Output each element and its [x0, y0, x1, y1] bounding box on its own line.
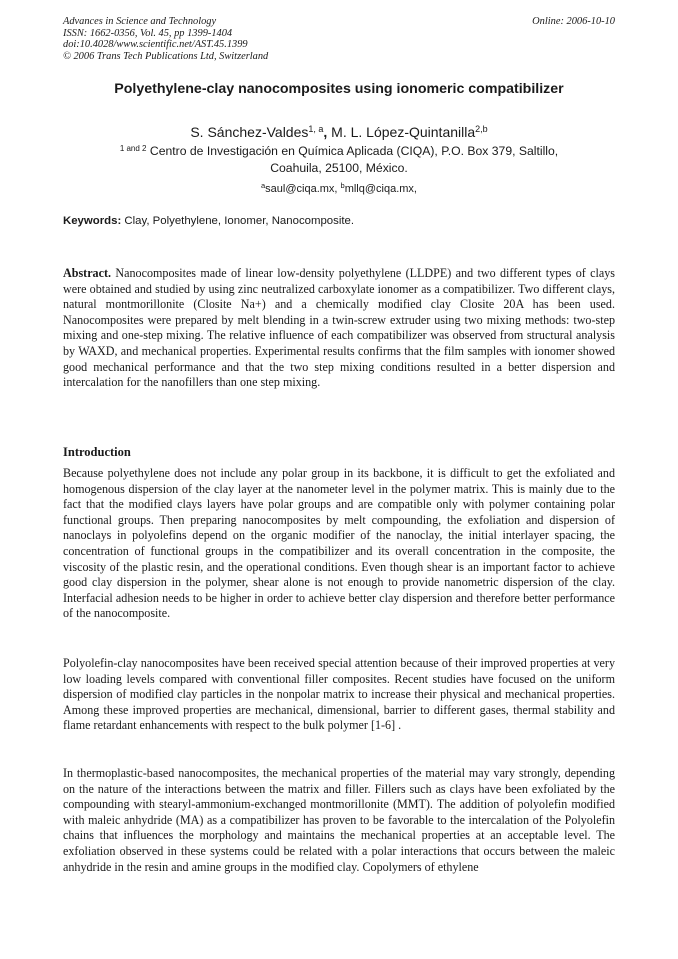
author-2: M. L. López-Quintanilla [331, 124, 476, 140]
doi-line: doi:10.4028/www.scientific.net/AST.45.1399 [63, 39, 248, 51]
abstract-text: Nanocomposites made of linear low-density polyethylene (LLDPE) and two different types of clays were obtained and studied by using zinc neutralized carboxylate ionomer as a compatibilizer. Two different clays, natural montmorillonite (Closite Na+) and a chemically modified clay Closite 20A has been used. Nanocomposites were prepared by melt blending in a twin-screw extruder using two mixing methods: two-step mixing and one-step mixing. The relative influence of each compatibilizer was observed from structural analysis by WAXD, and mechanical properties. Experimental results confirms that the film samples with ionomer showed good mechanical performance and that the two step mixing conditions resulted in a better dispersion and intercalation for the nanofillers than one step mixing. [63, 266, 615, 390]
abstract [63, 266, 615, 391]
email-a: saul@ciqa.mx, [265, 183, 341, 195]
author-separator: , [323, 124, 328, 140]
affiliation-line-2: Coahuila, 25100, México. [270, 160, 408, 175]
intro-paragraph-1: Because polyethylene does not include any polar group in its backbone, it is difficult to get the exfoliated and homogenous dispersion of the clay layer at the nanometer level in the polymer matrix. This is mainly due to the fact that the modified clays layers have polar groups and are compatible only with polymer containing polar functional groups. Then preparing nanocomposites by melt compounding, the exfoliation and dispersion of nanoclays in polyolefins depend on the organic modifier of the nanoclay, the initial interlayer spacing, the concentration of functional groups in the compatibilizer and its overall concentration in the composite, the viscosity of the plastic resin, and the operational conditions. Even though shear is an important factor to achieve good clay dispersion in the polymer, shear alone is not enough to provide nanometric dispersion of the clay. Interfacial adhesion needs to be higher in order to achieve better clay dispersion and therefore better performance of the nanocomposite. [63, 466, 615, 621]
keywords [63, 215, 615, 227]
copyright-line: © 2006 Trans Tech Publications Ltd, Switzerland [63, 50, 269, 62]
intro-paragraph-2: Polyolefin-clay nanocomposites have been received special attention because of their improved properties at very low loading levels compared with conventional filler composites. Recent studies have focused on the uniform dispersion of modified clay particles in the nonpolar matrix to increase their physical and mechanical properties. Among these improved properties are mechanical, dimensional, barrier to different gases, thermal stability and flame retardant enhancements with respect to the bulk polymer [1-6] . [63, 656, 615, 733]
author-1-affil-mark: 1, a [308, 124, 324, 134]
issn-line: ISSN: 1662-0356, Vol. 45, pp 1399-1404 [63, 27, 233, 39]
email-b: mllq@ciqa.mx, [344, 183, 417, 195]
author-emails [63, 181, 615, 195]
affiliation-line-1: Centro de Investigación en Química Aplicada (CIQA), P.O. Box 379, Saltillo, [149, 144, 559, 158]
intro-paragraph-3: In thermoplastic-based nanocomposites, the mechanical properties of the material may vary strongly, depending on the nature of the interactions between the matrix and filler. Fillers such as clays have been exfoliated by the compounding with stearyl-ammonium-exchanged montmorillonite (MMT). The addition of polyolefin modified with maleic anhydride (MA) as a compatibilizer has proven to be favorable to the intercalation of the Polyolefin chains that influences the morphology and maintains the mechanical properties at an acceptable level. The exfoliation observed in these systems could be related with a polar interactions that occurs between the maleic anhydride in the resin and amine groups in the modified clay. Copolymers of ethylene [63, 766, 615, 874]
keywords-text: Clay, Polyethylene, Ionomer, Nanocomposite. [121, 215, 355, 227]
author-2-affil-mark: 2,b [475, 124, 488, 134]
keywords-label: Keywords: [63, 215, 122, 227]
affiliation-marker: 1 and 2 [119, 144, 147, 153]
email-b-marker: b [340, 181, 345, 190]
abstract-label: Abstract. [63, 266, 112, 280]
author-line [63, 124, 615, 140]
journal-header [63, 16, 615, 62]
journal-name: Advances in Science and Technology [63, 16, 217, 27]
section-heading-introduction: Introduction [63, 445, 131, 459]
email-a-marker: a [261, 181, 266, 190]
author-1: S. Sánchez-Valdes [190, 124, 309, 140]
online-date: Online: 2006-10-10 [532, 16, 615, 27]
affiliation [63, 141, 615, 176]
paper-title: Polyethylene-clay nanocomposites using ionomeric compatibilizer [114, 81, 564, 97]
